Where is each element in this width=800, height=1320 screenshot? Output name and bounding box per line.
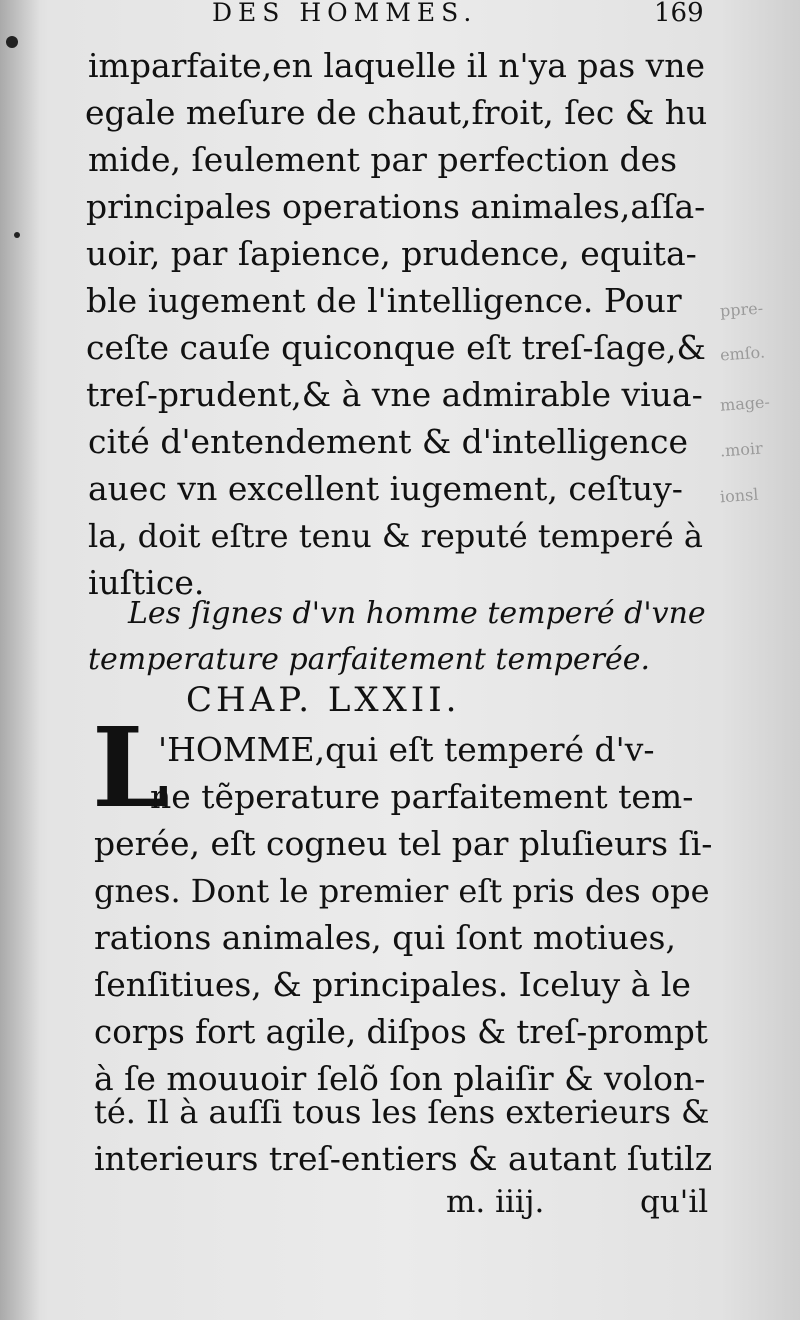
bleed-through-text: ppre- — [719, 298, 764, 321]
bleed-through-text: mage- — [719, 392, 771, 415]
text-line: cité d'entendement & d'intelligence — [88, 422, 689, 461]
bleed-through-text: emſo. — [719, 342, 766, 365]
text-line: auec vn excellent iugement, ceſtuy- — [88, 469, 683, 508]
chapter-title-line: temperature parfaitement temperée. — [88, 642, 650, 677]
running-title: DES HOMMES. — [212, 0, 478, 27]
page-footer — [0, 1184, 800, 1224]
text-line: principales operations animales,aſſa- — [86, 187, 706, 226]
text-line: ble iugement de l'intelligence. Pour — [86, 281, 682, 320]
text-line: mide, ſeulement par perfection des — [88, 140, 678, 179]
text-line: gnes. Dont le premier eſt pris des ope — [94, 872, 710, 910]
page-header — [0, 0, 800, 28]
text-line: à ſe mouuoir ſelõ ſon plaiſir & volon- — [94, 1059, 706, 1098]
text-line: ſenſitiues, & principales. Iceluy à le — [94, 965, 691, 1004]
ink-spot — [6, 36, 18, 48]
text-line: egale meſure de chaut,froit, ſec & hu — [85, 93, 708, 132]
text-line: uoir, par ſapience, prudence, equita- — [86, 234, 697, 273]
text-line: iuſtice. — [88, 563, 205, 602]
bleed-through-text: ionsl — [719, 484, 760, 507]
text-line: 'HOMME,qui eſt temperé d'v- — [158, 730, 655, 769]
text-line: té. Il à auſſi tous les ſens exterieurs & — [94, 1093, 710, 1131]
catchword: qu'il — [640, 1184, 709, 1220]
text-line: rations animales, qui ſont motiues, — [94, 918, 676, 957]
text-line: treſ-prudent,& à vne admirable viua- — [86, 375, 703, 414]
chapter-title-line: Les ſignes d'vn homme temperé d'vne — [128, 596, 706, 631]
text-line: interieurs treſ-entiers & autant ſutilz — [94, 1139, 713, 1178]
text-line: perée, eſt cogneu tel par pluſieurs ſi- — [94, 824, 713, 863]
bleed-through-text: .moir — [719, 438, 764, 461]
text-line: ne tẽperature parfaitement tem- — [150, 777, 694, 816]
gutter-shadow — [0, 0, 40, 1320]
text-line: la, doit eſtre tenu & reputé temperé à — [88, 517, 703, 555]
ink-spot — [14, 232, 20, 238]
drop-cap: L — [92, 703, 170, 832]
page-number: 169 — [654, 0, 704, 28]
signature-mark: m. iiij. — [446, 1184, 545, 1220]
text-line: corps fort agile, diſpos & treſ-prompt — [94, 1013, 708, 1051]
text-line: ceſte cauſe quiconque eſt treſ-ſage,& — [86, 328, 706, 367]
text-line: imparfaite,en laquelle il n'ya pas vne — [88, 46, 706, 85]
chapter-heading: CHAP. LXXII. — [186, 680, 461, 720]
